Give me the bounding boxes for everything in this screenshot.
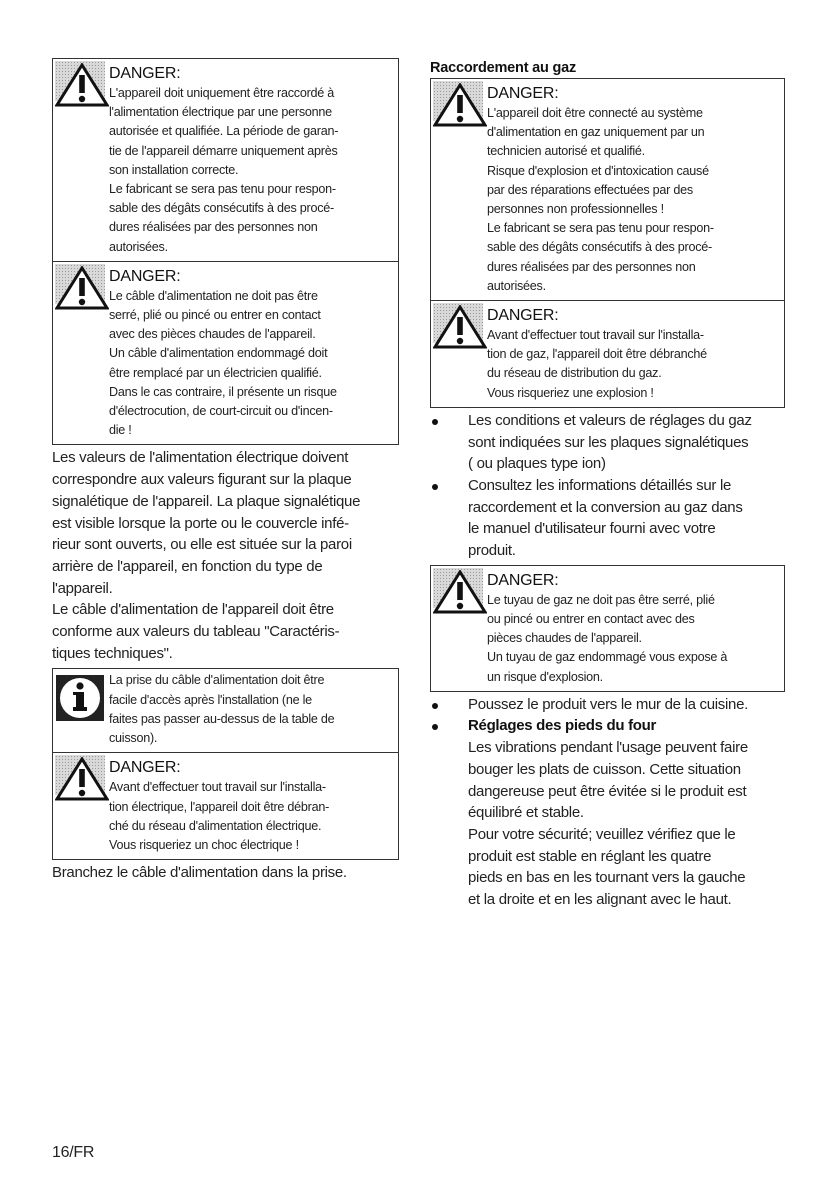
text-line: avec des pièces chaudes de l'appareil. <box>109 327 316 342</box>
text-line: arrière de l'appareil, en fonction du type de <box>52 557 323 575</box>
text-line: tion de gaz, l'appareil doit être débranché <box>487 347 707 362</box>
text-line: dures réalisées par des personnes non <box>487 259 696 274</box>
danger-box <box>430 301 785 408</box>
text-line: cuisson). <box>109 731 158 746</box>
text-line: Avant d'effectuer tout travail sur l'installa- <box>109 780 326 795</box>
danger-text <box>109 84 392 257</box>
text-line: d'alimentation en gaz uniquement par un <box>487 125 705 140</box>
section-title: Raccordement au gaz <box>430 60 577 76</box>
info-icon <box>56 675 104 721</box>
text-line: Branchez le câble d'alimentation dans la prise. <box>52 864 347 882</box>
danger-title: DANGER: <box>487 307 559 325</box>
page-number: 16/FR <box>52 1144 95 1161</box>
list-item <box>430 410 785 475</box>
danger-box <box>52 58 399 262</box>
danger-title: DANGER: <box>487 571 559 589</box>
danger-text <box>487 326 778 403</box>
plug-in-paragraph <box>52 862 399 884</box>
text-line: Le tuyau de gaz ne doit pas être serré, plié <box>487 592 715 607</box>
text-line: faites pas passer au-dessus de la table de <box>109 711 335 726</box>
right-column <box>430 58 785 911</box>
danger-text <box>109 287 392 441</box>
text-line: autorisées. <box>487 278 546 293</box>
left-column <box>52 58 399 884</box>
text-line: Le câble d'alimentation de l'appareil doit être <box>52 601 334 619</box>
text-line: die ! <box>109 423 132 438</box>
text-line: son installation correcte. <box>109 162 239 177</box>
text-line: La prise du câble d'alimentation doit être <box>109 673 325 688</box>
text-line: autorisée et qualifiée. La période de garan- <box>109 124 339 139</box>
text-line: dures réalisées par des personnes non <box>109 220 318 235</box>
text-line: bouger les plats de cuisson. Cette situation <box>468 760 741 778</box>
text-line: un risque d'explosion. <box>487 669 603 684</box>
info-text <box>109 671 392 748</box>
bullet-list <box>430 694 785 911</box>
bullet-icon <box>432 484 438 490</box>
text-line: tiques techniques". <box>52 644 173 662</box>
danger-box <box>430 565 785 692</box>
warning-triangle-icon <box>55 63 109 107</box>
list-item <box>430 694 785 716</box>
text-line: d'électrocution, de court-circuit ou d'incen- <box>109 404 333 419</box>
text-line: conforme aux valeurs du tableau "Caractéris- <box>52 623 340 641</box>
text-line: l'appareil. <box>52 579 113 597</box>
text-line: être remplacé par un électricien qualifié. <box>109 365 322 380</box>
text-line: dangereuse peut être évitée si le produit est <box>468 782 747 800</box>
danger-box <box>52 753 399 860</box>
text-line: signalétique de l'appareil. La plaque signalétique <box>52 492 361 510</box>
text-line: Consultez les informations détaillés sur le <box>468 476 732 494</box>
warning-triangle-icon <box>55 757 109 801</box>
warning-triangle-icon <box>433 570 487 614</box>
text-line: technicien autorisé et qualifié. <box>487 144 645 159</box>
danger-text <box>109 778 392 855</box>
text-line: rieur sont ouverts, ou elle est située sur la paroi <box>52 536 352 554</box>
text-line: le manuel d'utilisateur fourni avec votre <box>468 520 716 538</box>
info-box <box>52 668 399 753</box>
text-line: Les vibrations pendant l'usage peuvent faire <box>468 739 748 757</box>
text-line: Poussez le produit vers le mur de la cuisine. <box>468 695 748 713</box>
text-line: ( ou plaques type ion) <box>468 455 606 473</box>
text-line: sont indiquées sur les plaques signalétiques <box>468 433 749 451</box>
warning-triangle-icon <box>433 83 487 127</box>
text-line: correspondre aux valeurs figurant sur la plaque <box>52 471 352 489</box>
text-line: Un câble d'alimentation endommagé doit <box>109 346 328 361</box>
bullet-icon <box>432 724 438 730</box>
text-line: Vous risqueriez un choc électrique ! <box>109 837 299 852</box>
text-line: Les conditions et valeurs de réglages du gaz <box>468 411 752 429</box>
text-line: tie de l'appareil démarre uniquement après <box>109 143 338 158</box>
text-line: Le fabricant se sera pas tenu pour respon- <box>109 182 336 197</box>
danger-box <box>430 78 785 301</box>
text-line: et la droite et en les alignant avec le haut. <box>468 891 732 909</box>
bullet-icon <box>432 703 438 709</box>
text-line: Les valeurs de l'alimentation électrique doivent <box>52 449 349 467</box>
text-line: Un tuyau de gaz endommagé vous expose à <box>487 650 728 665</box>
text-line: Le câble d'alimentation ne doit pas être <box>109 288 318 303</box>
list-item <box>430 715 785 910</box>
danger-title: DANGER: <box>109 759 181 777</box>
text-line: serré, plié ou pincé ou entrer en contact <box>109 308 321 323</box>
text-line: sable des dégâts consécutifs à des procé- <box>487 240 712 255</box>
danger-title: DANGER: <box>109 267 181 285</box>
warning-triangle-icon <box>433 305 487 349</box>
text-line: Risque d'explosion et d'intoxication causé <box>487 163 709 178</box>
warning-triangle-icon <box>55 266 109 310</box>
text-line: Dans le cas contraire, il présente un risque <box>109 384 337 399</box>
danger-text <box>487 591 778 687</box>
text-line: raccordement et la conversion au gaz dans <box>468 498 743 516</box>
text-line: ché du réseau d'alimentation électrique. <box>109 818 322 833</box>
danger-title: DANGER: <box>487 85 559 102</box>
text-line: pièces chaudes de l'appareil. <box>487 631 642 646</box>
bullet-icon <box>432 419 438 425</box>
text-line: ou pincé ou entrer en contact avec des <box>487 611 695 626</box>
text-line: Pour votre sécurité; veuillez vérifiez que le <box>468 826 736 843</box>
text-line: équilibré et stable. <box>468 804 584 822</box>
text-line: tion électrique, l'appareil doit être débran- <box>109 799 330 814</box>
danger-text <box>487 104 778 296</box>
text-line: facile d'accès après l'installation (ne le <box>109 692 312 707</box>
text-line: Vous risqueriez une explosion ! <box>487 385 654 400</box>
text-line: L'appareil doit uniquement être raccordé à <box>109 86 335 100</box>
text-line: par des réparations effectuées par des <box>487 182 693 197</box>
bullet-list <box>430 410 785 562</box>
text-line: L'appareil doit être connecté au système <box>487 106 703 120</box>
text-line: produit. <box>468 542 516 560</box>
danger-box <box>52 262 399 446</box>
power-supply-paragraph <box>52 447 399 664</box>
list-item <box>430 475 785 562</box>
danger-title: DANGER: <box>109 65 181 82</box>
text-line: est visible lorsque la porte ou le couvercle infé- <box>52 514 349 532</box>
text-line: sable des dégâts consécutifs à des procé- <box>109 201 334 216</box>
text-line: Le fabricant se sera pas tenu pour respon- <box>487 221 714 236</box>
text-line: l'alimentation électrique par une personne <box>109 105 332 120</box>
text-line: du réseau de distribution du gaz. <box>487 366 662 381</box>
text-line: pieds en bas en les tournant vers la gauche <box>468 869 746 887</box>
text-line: Avant d'effectuer tout travail sur l'installa- <box>487 328 704 343</box>
text-line: autorisées. <box>109 239 168 254</box>
text-line: produit est stable en réglant les quatre <box>468 847 712 865</box>
list-item-heading: Réglages des pieds du four <box>468 717 657 735</box>
text-line: personnes non professionnelles ! <box>487 202 664 217</box>
